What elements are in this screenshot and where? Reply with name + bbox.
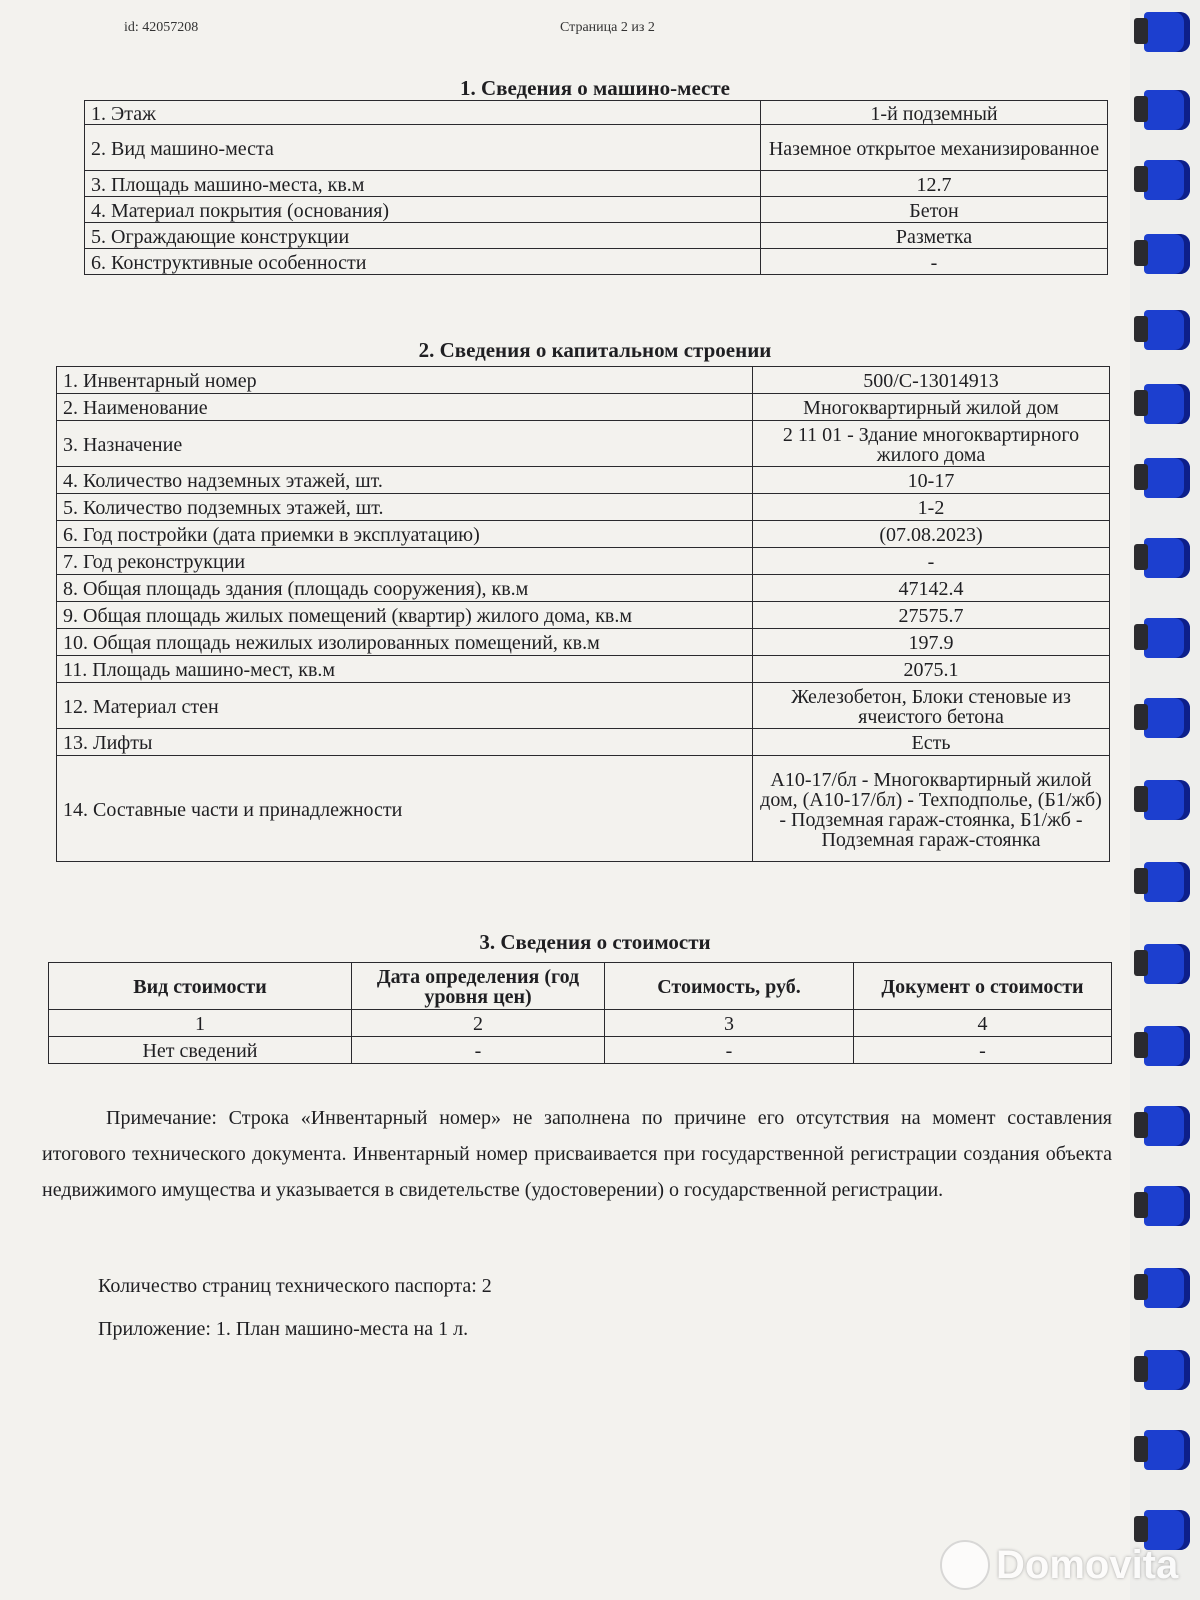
row-value: 10-17: [753, 467, 1110, 494]
pages-count: Количество страниц технического паспорта: 2: [98, 1275, 492, 1297]
binding-ring: [1144, 538, 1190, 578]
table-row: [57, 575, 1110, 602]
row-value: А10-17/бл - Многоквартирный жилой дом, (А10-17/бл) - Техподполье, (Б1/жб) - Подземная гараж-стоянка, Б1/жб - Подземная гараж-стоянка: [753, 756, 1110, 862]
spiral-binding: [1130, 0, 1200, 1600]
table-row: [85, 249, 1108, 275]
row-value: Железобетон, Блоки стеновые из ячеистого бетона: [753, 683, 1110, 729]
appendix: Приложение: 1. План машино-места на 1 л.: [98, 1318, 469, 1340]
table-row: [57, 729, 1110, 756]
column-number: 1: [49, 1010, 352, 1037]
binding-ring: [1144, 310, 1190, 350]
row-label: 1. Этаж: [85, 101, 761, 125]
table-row: [57, 421, 1110, 467]
section1-title: 1. Сведения о машино-месте: [460, 76, 730, 100]
row-label: 13. Лифты: [57, 729, 753, 756]
row-value: Наземное открытое механизированное: [761, 125, 1108, 171]
table-row: [57, 521, 1110, 548]
page-number: Страница 2 из 2: [560, 20, 655, 35]
row-value: Разметка: [761, 223, 1108, 249]
row-value: 500/С-13014913: [753, 367, 1110, 394]
column-number: 4: [854, 1010, 1112, 1037]
row-value: 2075.1: [753, 656, 1110, 683]
binding-ring: [1144, 1026, 1190, 1066]
table-row: [57, 367, 1110, 394]
row-value: Многоквартирный жилой дом: [753, 394, 1110, 421]
binding-ring: [1144, 698, 1190, 738]
note-paragraph: Примечание: Строка «Инвентарный номер» не заполнена по причине его отсутствия на момент составления итогового технического документа. Инвентарный номер присваивается при государственной регистрации создания объекта недвижимого имущества и указывается в свидетельстве (удостоверении) о государственной регистрации.: [42, 1107, 1112, 1201]
watermark: [940, 1540, 1178, 1590]
binding-ring: [1144, 12, 1190, 52]
row-value: 47142.4: [753, 575, 1110, 602]
building-table: [56, 366, 1110, 862]
row-label: 6. Год постройки (дата приемки в эксплуатацию): [57, 521, 753, 548]
table-cell: Нет сведений: [49, 1037, 352, 1064]
row-label: 3. Назначение: [57, 421, 753, 467]
row-value: 12.7: [761, 171, 1108, 197]
row-value: 197.9: [753, 629, 1110, 656]
table-row: [57, 756, 1110, 862]
table-row: [49, 1037, 1112, 1064]
row-value: -: [761, 249, 1108, 275]
table-row: [85, 125, 1108, 171]
row-label: 14. Составные части и принадлежности: [57, 756, 753, 862]
row-label: 8. Общая площадь здания (площадь сооружения), кв.м: [57, 575, 753, 602]
row-value: 2 11 01 - Здание многоквартирного жилого дома: [753, 421, 1110, 467]
column-header: Дата определения (год уровня цен): [352, 963, 605, 1010]
column-number: 2: [352, 1010, 605, 1037]
binding-ring: [1144, 384, 1190, 424]
binding-ring: [1144, 862, 1190, 902]
row-value: 1-2: [753, 494, 1110, 521]
table-row: [57, 467, 1110, 494]
row-label: 10. Общая площадь нежилых изолированных помещений, кв.м: [57, 629, 753, 656]
table-cell: -: [854, 1037, 1112, 1064]
row-label: 9. Общая площадь жилых помещений (квартир) жилого дома, кв.м: [57, 602, 753, 629]
row-label: 7. Год реконструкции: [57, 548, 753, 575]
column-header: Документ о стоимости: [854, 963, 1112, 1010]
table-row: [57, 683, 1110, 729]
table-header-row: [49, 963, 1112, 1010]
row-value: Есть: [753, 729, 1110, 756]
row-label: 4. Материал покрытия (основания): [85, 197, 761, 223]
table-row: [57, 494, 1110, 521]
table-row: [85, 171, 1108, 197]
binding-ring: [1144, 944, 1190, 984]
row-label: 5. Ограждающие конструкции: [85, 223, 761, 249]
table-row: [49, 1010, 1112, 1037]
table-row: [85, 223, 1108, 249]
table-row: [57, 548, 1110, 575]
row-label: 4. Количество надземных этажей, шт.: [57, 467, 753, 494]
table-row: [57, 394, 1110, 421]
binding-ring: [1144, 458, 1190, 498]
table-cell: -: [352, 1037, 605, 1064]
binding-ring: [1144, 1430, 1190, 1470]
cost-table: [48, 962, 1112, 1064]
row-value: 1-й подземный: [761, 101, 1108, 125]
watermark-text: Domovita: [996, 1542, 1179, 1587]
row-value: -: [753, 548, 1110, 575]
table-row: [85, 197, 1108, 223]
column-header: Вид стоимости: [49, 963, 352, 1010]
row-label: 2. Вид машино-места: [85, 125, 761, 171]
document-id: id: 42057208: [124, 20, 199, 35]
binding-ring: [1144, 1268, 1190, 1308]
table-cell: -: [605, 1037, 854, 1064]
row-label: 1. Инвентарный номер: [57, 367, 753, 394]
binding-ring: [1144, 234, 1190, 274]
row-label: 3. Площадь машино-места, кв.м: [85, 171, 761, 197]
column-number: 3: [605, 1010, 854, 1037]
watermark-logo-icon: [940, 1540, 990, 1590]
binding-ring: [1144, 90, 1190, 130]
parking-space-table: [84, 100, 1108, 275]
row-label: 12. Материал стен: [57, 683, 753, 729]
row-label: 2. Наименование: [57, 394, 753, 421]
row-label: 6. Конструктивные особенности: [85, 249, 761, 275]
section2-title: 2. Сведения о капитальном строении: [418, 338, 772, 362]
table-row: [57, 602, 1110, 629]
binding-ring: [1144, 1350, 1190, 1390]
row-value: 27575.7: [753, 602, 1110, 629]
binding-ring: [1144, 618, 1190, 658]
binding-ring: [1144, 1186, 1190, 1226]
section3-title: 3. Сведения о стоимости: [479, 930, 711, 954]
row-value: (07.08.2023): [753, 521, 1110, 548]
binding-ring: [1144, 1106, 1190, 1146]
table-row: [57, 656, 1110, 683]
binding-ring: [1144, 780, 1190, 820]
binding-ring: [1144, 160, 1190, 200]
table-row: [85, 101, 1108, 125]
table-row: [57, 629, 1110, 656]
column-header: Стоимость, руб.: [605, 963, 854, 1010]
row-value: Бетон: [761, 197, 1108, 223]
row-label: 11. Площадь машино-мест, кв.м: [57, 656, 753, 683]
row-label: 5. Количество подземных этажей, шт.: [57, 494, 753, 521]
